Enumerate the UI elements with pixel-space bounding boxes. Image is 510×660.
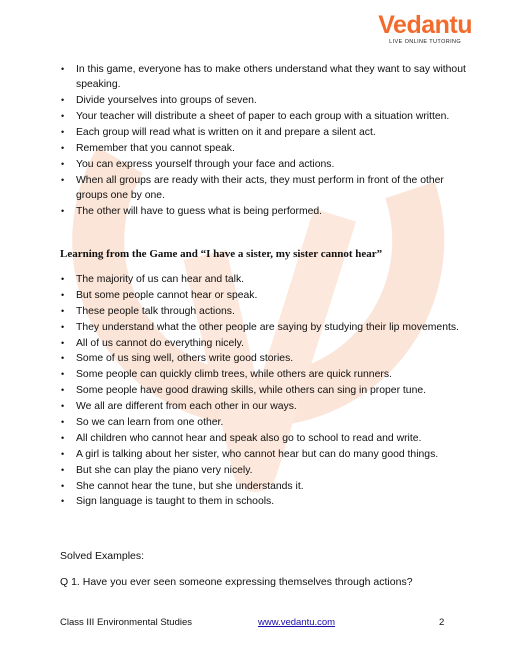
list-item: • Remember that you cannot speak. xyxy=(76,141,476,156)
list-item: • When all groups are ready with their acts, they must perform in front of the other groups one by one. xyxy=(76,173,476,203)
vedantu-logo xyxy=(378,12,472,45)
list-item: • Your teacher will distribute a sheet of paper to each group with a situation written. xyxy=(76,109,476,124)
list-item: • In this game, everyone has to make others understand what they want to say without speaking. xyxy=(76,62,476,92)
list-item: • The majority of us can hear and talk. xyxy=(76,272,476,287)
list-item: • These people talk through actions. xyxy=(76,304,476,319)
list-item: • So we can learn from one other. xyxy=(76,415,476,430)
list-item: • Sign language is taught to them in schools. xyxy=(76,494,476,509)
list-item: • All children who cannot hear and speak also go to school to read and write. xyxy=(76,431,476,446)
solved-examples-label: Solved Examples: xyxy=(60,550,145,562)
list-item: • The other will have to guess what is being performed. xyxy=(76,204,476,219)
learning-points-list xyxy=(76,272,476,510)
list-item: • We all are different from each other in our ways. xyxy=(76,399,476,414)
list-item: • But she can play the piano very nicely. xyxy=(76,463,476,478)
page-number: 2 xyxy=(439,617,445,628)
list-item: • But some people cannot hear or speak. xyxy=(76,288,476,303)
list-item: • Some people have good drawing skills, while others can sing in proper tune. xyxy=(76,383,476,398)
list-item: • Some people can quickly climb trees, while others are quick runners. xyxy=(76,367,476,382)
footer-subject: Class III Environmental Studies xyxy=(60,617,193,628)
question-text: Q 1. Have you ever seen someone expressing themselves through actions? xyxy=(60,576,413,588)
section-heading: Learning from the Game and “I have a sister, my sister cannot hear” xyxy=(60,248,383,260)
list-item: • Divide yourselves into groups of seven. xyxy=(76,93,476,108)
logo-tagline: LIVE ONLINE TUTORING xyxy=(389,39,462,45)
list-item: • She cannot hear the tune, but she understands it. xyxy=(76,479,476,494)
logo-wordmark: Vedantu xyxy=(378,11,472,39)
game-instructions-list xyxy=(76,62,476,220)
list-item: • All of us cannot do everything nicely. xyxy=(76,336,476,351)
list-item: • A girl is talking about her sister, who cannot hear but can do many good things. xyxy=(76,447,476,462)
footer-website-link[interactable]: www.vedantu.com xyxy=(258,617,336,628)
list-item: • Some of us sing well, others write good stories. xyxy=(76,351,476,366)
list-item: • Each group will read what is written on it and prepare a silent act. xyxy=(76,125,476,140)
list-item: • They understand what the other people are saying by studying their lip movements. xyxy=(76,320,476,335)
list-item: • You can express yourself through your face and actions. xyxy=(76,157,476,172)
